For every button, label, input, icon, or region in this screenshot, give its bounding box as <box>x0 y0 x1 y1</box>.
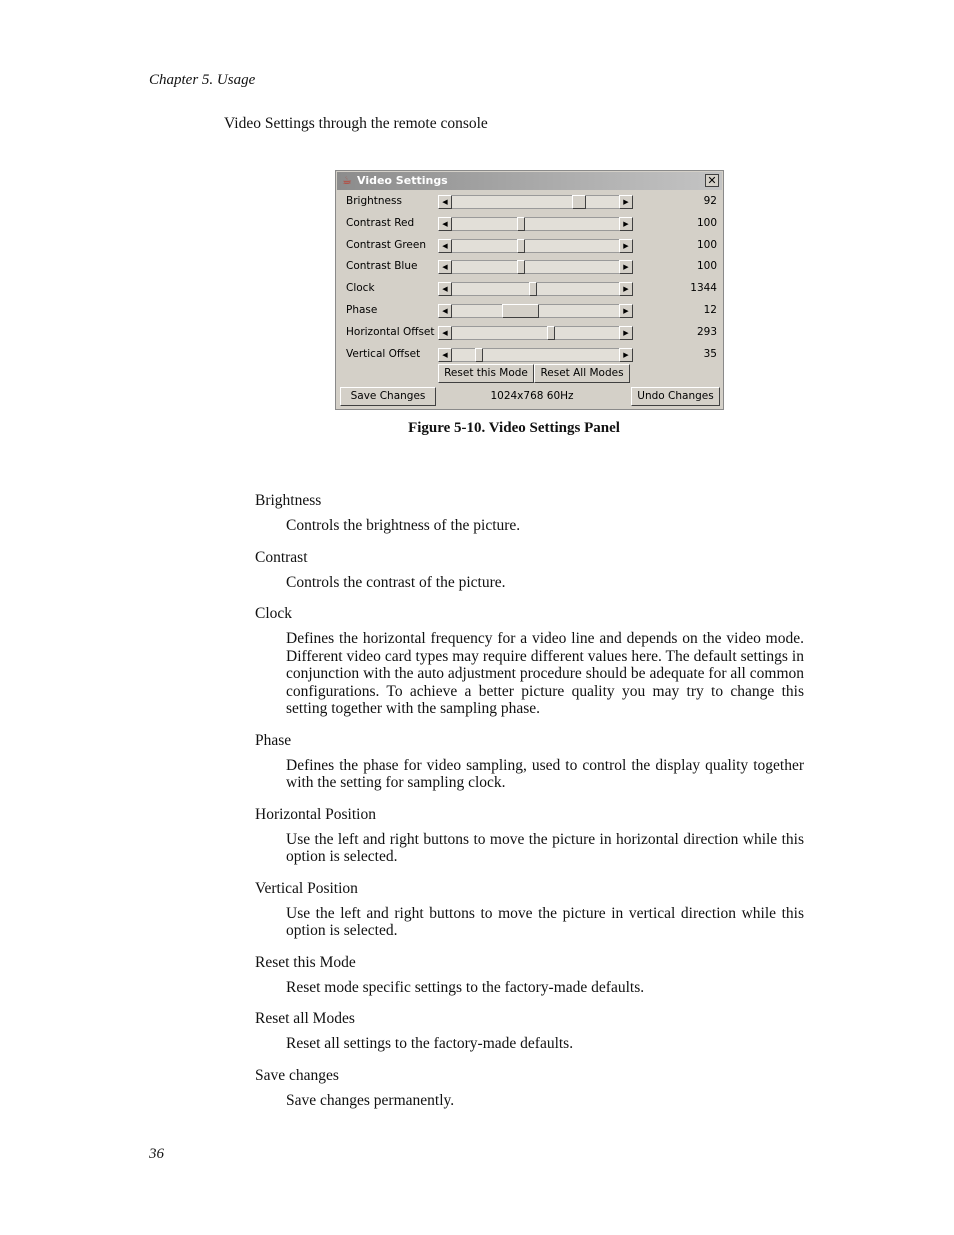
definition-description: Controls the brightness of the picture. <box>286 517 521 534</box>
scroll-thumb[interactable] <box>502 304 539 318</box>
window-titlebar[interactable] <box>337 172 722 190</box>
window-title: Video Settings <box>357 174 448 187</box>
slider-row-contrast-red <box>336 213 723 234</box>
scroll-track[interactable] <box>452 326 619 340</box>
definition-term: Reset this Mode <box>255 953 356 971</box>
reset-all-modes-button[interactable]: Reset All Modes <box>534 364 630 383</box>
scrollbar-contrast-red[interactable] <box>438 217 633 231</box>
scroll-track[interactable] <box>452 195 619 209</box>
definition-term: Horizontal Position <box>255 805 376 823</box>
slider-row-clock <box>336 278 723 299</box>
reset-this-mode-button[interactable]: Reset this Mode <box>438 364 534 383</box>
definition-term: Save changes <box>255 1066 339 1084</box>
scroll-thumb[interactable] <box>572 195 585 209</box>
slider-row-horizontal-offset <box>336 322 723 343</box>
scroll-thumb[interactable] <box>517 239 525 253</box>
scrollbar-phase[interactable] <box>438 304 633 318</box>
slider-label: Brightness <box>346 195 402 207</box>
scroll-thumb[interactable] <box>517 217 525 231</box>
definition-term: Contrast <box>255 548 308 566</box>
slider-label: Contrast Blue <box>346 260 418 273</box>
slider-value: 293 <box>696 325 717 338</box>
scroll-track[interactable] <box>452 304 619 318</box>
video-settings-window <box>335 170 724 410</box>
slider-label: Contrast Green <box>346 238 427 251</box>
scroll-track[interactable] <box>452 348 619 362</box>
slider-label: Phase <box>346 304 378 316</box>
java-cup-icon: ☕ <box>342 174 352 187</box>
slider-label: Vertical Offset <box>346 347 421 360</box>
scroll-right-arrow-icon[interactable]: ▶ <box>619 217 633 231</box>
scroll-track[interactable] <box>452 217 619 231</box>
definition-description: Defines the phase for video sampling, used to control the display quality together with the setting for sampling clock. <box>286 756 804 791</box>
slider-row-contrast-blue <box>336 256 723 277</box>
scrollbar-contrast-green[interactable] <box>438 239 633 253</box>
scroll-right-arrow-icon[interactable]: ▶ <box>619 195 633 209</box>
slider-row-contrast-green <box>336 235 723 256</box>
undo-changes-button[interactable]: Undo Changes <box>631 387 720 406</box>
slider-label: Contrast Red <box>346 216 415 229</box>
slider-row-vertical-offset <box>336 344 723 365</box>
slider-value: 100 <box>696 216 717 229</box>
slider-value: 100 <box>696 238 717 251</box>
definition-term: Brightness <box>255 492 322 509</box>
chapter-header: Chapter 5. Usage <box>149 72 256 88</box>
scroll-left-arrow-icon[interactable]: ◀ <box>438 195 452 209</box>
slider-row-brightness <box>336 191 723 212</box>
definition-description: Use the left and right buttons to move the picture in vertical direction while this option is selected. <box>286 904 804 939</box>
scroll-track[interactable] <box>452 282 619 296</box>
scroll-right-arrow-icon[interactable]: ▶ <box>619 304 633 318</box>
definition-description: Reset mode specific settings to the factory-made defaults. <box>286 978 645 996</box>
definition-description: Save changes permanently. <box>286 1091 455 1109</box>
slider-label: Horizontal Offset <box>346 325 435 338</box>
scrollbar-contrast-blue[interactable] <box>438 260 633 274</box>
definition-term: Reset all Modes <box>255 1010 355 1027</box>
scroll-left-arrow-icon[interactable]: ◀ <box>438 348 452 362</box>
scroll-thumb[interactable] <box>547 326 555 340</box>
definition-description: Defines the horizontal frequency for a video line and depends on the video mode. Different video card types may require different values here. The default settings in conjunction with the auto adjustment procedure should be adequate for all common configurations. To achieve a better picture quality you may try to change this setting together with the sampling phase. <box>286 630 804 717</box>
scroll-right-arrow-icon[interactable]: ▶ <box>619 348 633 362</box>
definition-term: Phase <box>255 731 292 749</box>
slider-value: 92 <box>703 195 717 207</box>
slider-row-phase <box>336 300 723 321</box>
scrollbar-clock[interactable] <box>438 282 633 296</box>
scroll-right-arrow-icon[interactable]: ▶ <box>619 260 633 274</box>
definition-description: Reset all settings to the factory-made defaults. <box>286 1035 574 1052</box>
slider-value: 1344 <box>690 282 717 295</box>
definition-description: Controls the contrast of the picture. <box>286 573 506 591</box>
scrollbar-vertical-offset[interactable] <box>438 348 633 362</box>
video-mode-label: 1024x768 60Hz <box>490 390 574 402</box>
scroll-thumb[interactable] <box>529 282 537 296</box>
scroll-right-arrow-icon[interactable]: ▶ <box>619 326 633 340</box>
slider-value: 100 <box>696 260 717 273</box>
slider-value: 12 <box>703 304 717 316</box>
definition-list <box>255 492 804 1123</box>
definition-term: Clock <box>255 605 293 622</box>
scroll-thumb[interactable] <box>517 260 525 274</box>
scrollbar-brightness[interactable] <box>438 195 633 209</box>
save-changes-button[interactable]: Save Changes <box>340 387 436 406</box>
definition-term: Vertical Position <box>255 879 358 897</box>
page-number: 36 <box>149 1146 164 1162</box>
scroll-thumb[interactable] <box>475 348 483 362</box>
figure-caption: Figure 5-10. Video Settings Panel <box>408 420 620 436</box>
scroll-track[interactable] <box>452 260 619 274</box>
scroll-track[interactable] <box>452 239 619 253</box>
definition-description: Use the left and right buttons to move the picture in horizontal direction while this option is selected. <box>286 830 804 865</box>
scroll-left-arrow-icon[interactable]: ◀ <box>438 239 452 253</box>
scroll-left-arrow-icon[interactable]: ◀ <box>438 260 452 274</box>
scroll-right-arrow-icon[interactable]: ▶ <box>619 239 633 253</box>
intro-text: Video Settings through the remote console <box>224 115 488 132</box>
scroll-left-arrow-icon[interactable]: ◀ <box>438 282 452 296</box>
slider-value: 35 <box>703 347 717 360</box>
scroll-left-arrow-icon[interactable]: ◀ <box>438 217 452 231</box>
scroll-left-arrow-icon[interactable]: ◀ <box>438 326 452 340</box>
scroll-left-arrow-icon[interactable]: ◀ <box>438 304 452 318</box>
close-icon[interactable]: ✕ <box>705 174 719 187</box>
slider-label: Clock <box>346 282 375 295</box>
scroll-right-arrow-icon[interactable]: ▶ <box>619 282 633 296</box>
scrollbar-horizontal-offset[interactable] <box>438 326 633 340</box>
